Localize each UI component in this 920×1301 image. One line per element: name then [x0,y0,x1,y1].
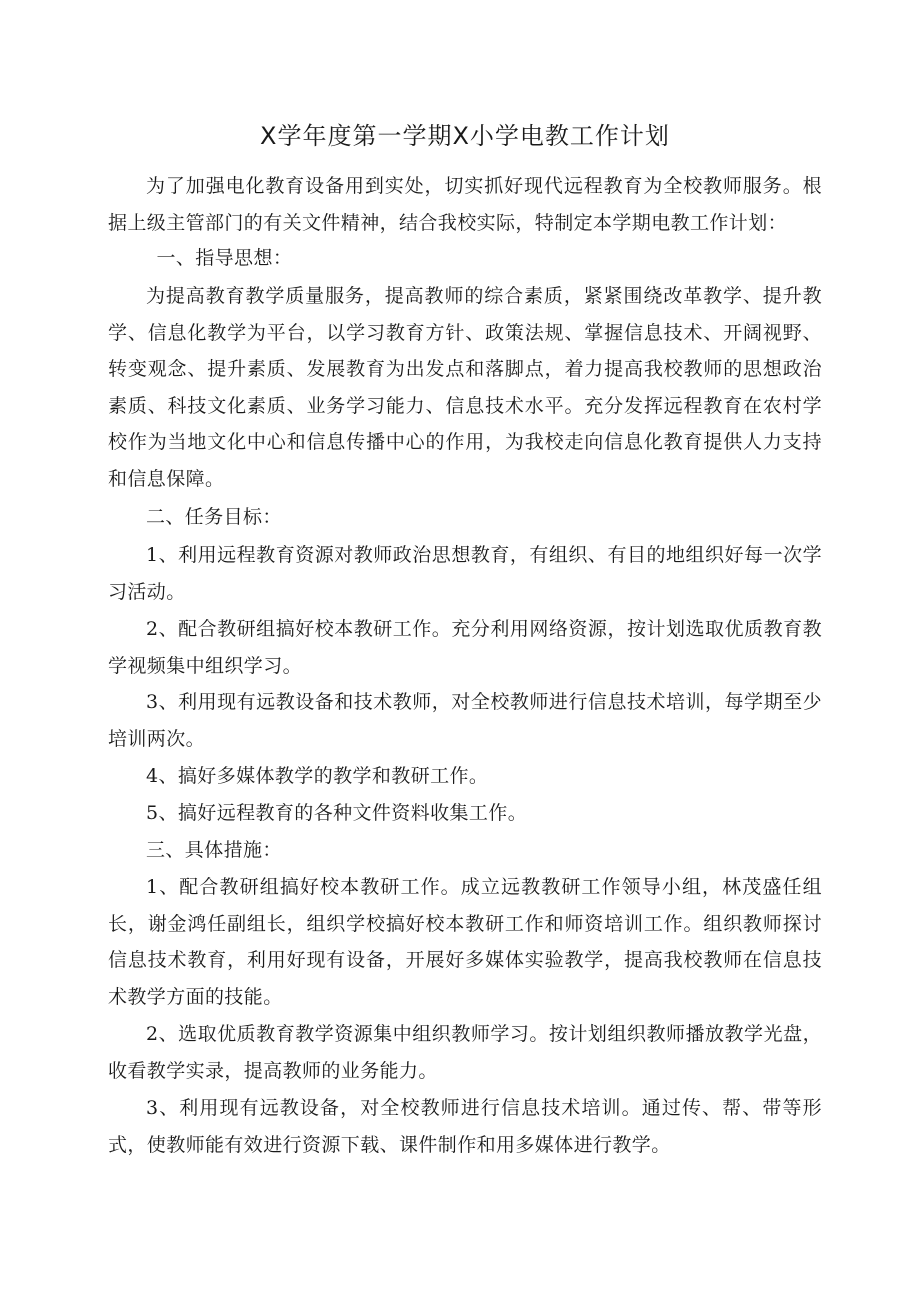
task-goal-item-3: 3、利用现有远教设备和技术教师，对全校教师进行信息技术培训，每学期至少培训两次。 [108,691,822,750]
section-heading-task-goals: 二、任务目标： [146,506,282,528]
section-heading-guiding-ideology: 一、指导思想： [156,247,293,269]
measure-item-1: 1、配合教研组搞好校本教研工作。成立远教教研工作领导小组，林茂盛任组长，谢金鸿任副组长，组织学校搞好校本教研工作和师资培训工作。组织教师探讨信息技术教育，利用好现有设备，开展好多媒体实验教学，提高我校教师在信息技术教学方面的技能。 [108,876,822,1008]
measure-item-2: 2、选取优质教育教学资源集中组织教师学习。按计划组织教师播放教学光盘，收看教学实录，提高教师的业务能力。 [108,1023,822,1082]
task-goal-item-2: 2、配合教研组搞好校本教研工作。充分利用网络资源，按计划选取优质教育教学视频集中组织学习。 [108,618,822,677]
task-goal-item-4: 4、搞好多媒体教学的教学和教研工作。 [146,765,489,787]
document-title: X学年度第一学期X小学电教工作计划 [260,122,670,150]
guiding-ideology-paragraph: 为提高教育教学质量服务，提高教师的综合素质，紧紧围绕改革教学、提升教学、信息化教学为平台，以学习教育方针、政策法规、掌握信息技术、开阔视野、转变观念、提升素质、发展教育为出发点和落脚点，着力提高我校教师的思想政治素质、科技文化素质、业务学习能力、信息技术水平。充分发挥远程教育在农村学校作为当地文化中心和信息传播中心的作用，为我校走向信息化教育提供人力支持和信息保障。 [108,285,822,490]
section-heading-measures: 三、具体措施： [146,839,282,861]
intro-paragraph: 为了加强电化教育设备用到实处，切实抓好现代远程教育为全校教师服务。根据上级主管部门的有关文件精神，结合我校实际，特制定本学期电教工作计划： [108,175,822,234]
task-goal-item-1: 1、利用远程教育资源对教师政治思想教育，有组织、有目的地组织好每一次学习活动。 [108,544,822,603]
measure-item-3: 3、利用现有远教设备，对全校教师进行信息技术培训。通过传、帮、带等形式，使教师能有效进行资源下载、课件制作和用多媒体进行教学。 [108,1097,822,1156]
task-goal-item-5: 5、搞好远程教育的各种文件资料收集工作。 [146,802,528,824]
